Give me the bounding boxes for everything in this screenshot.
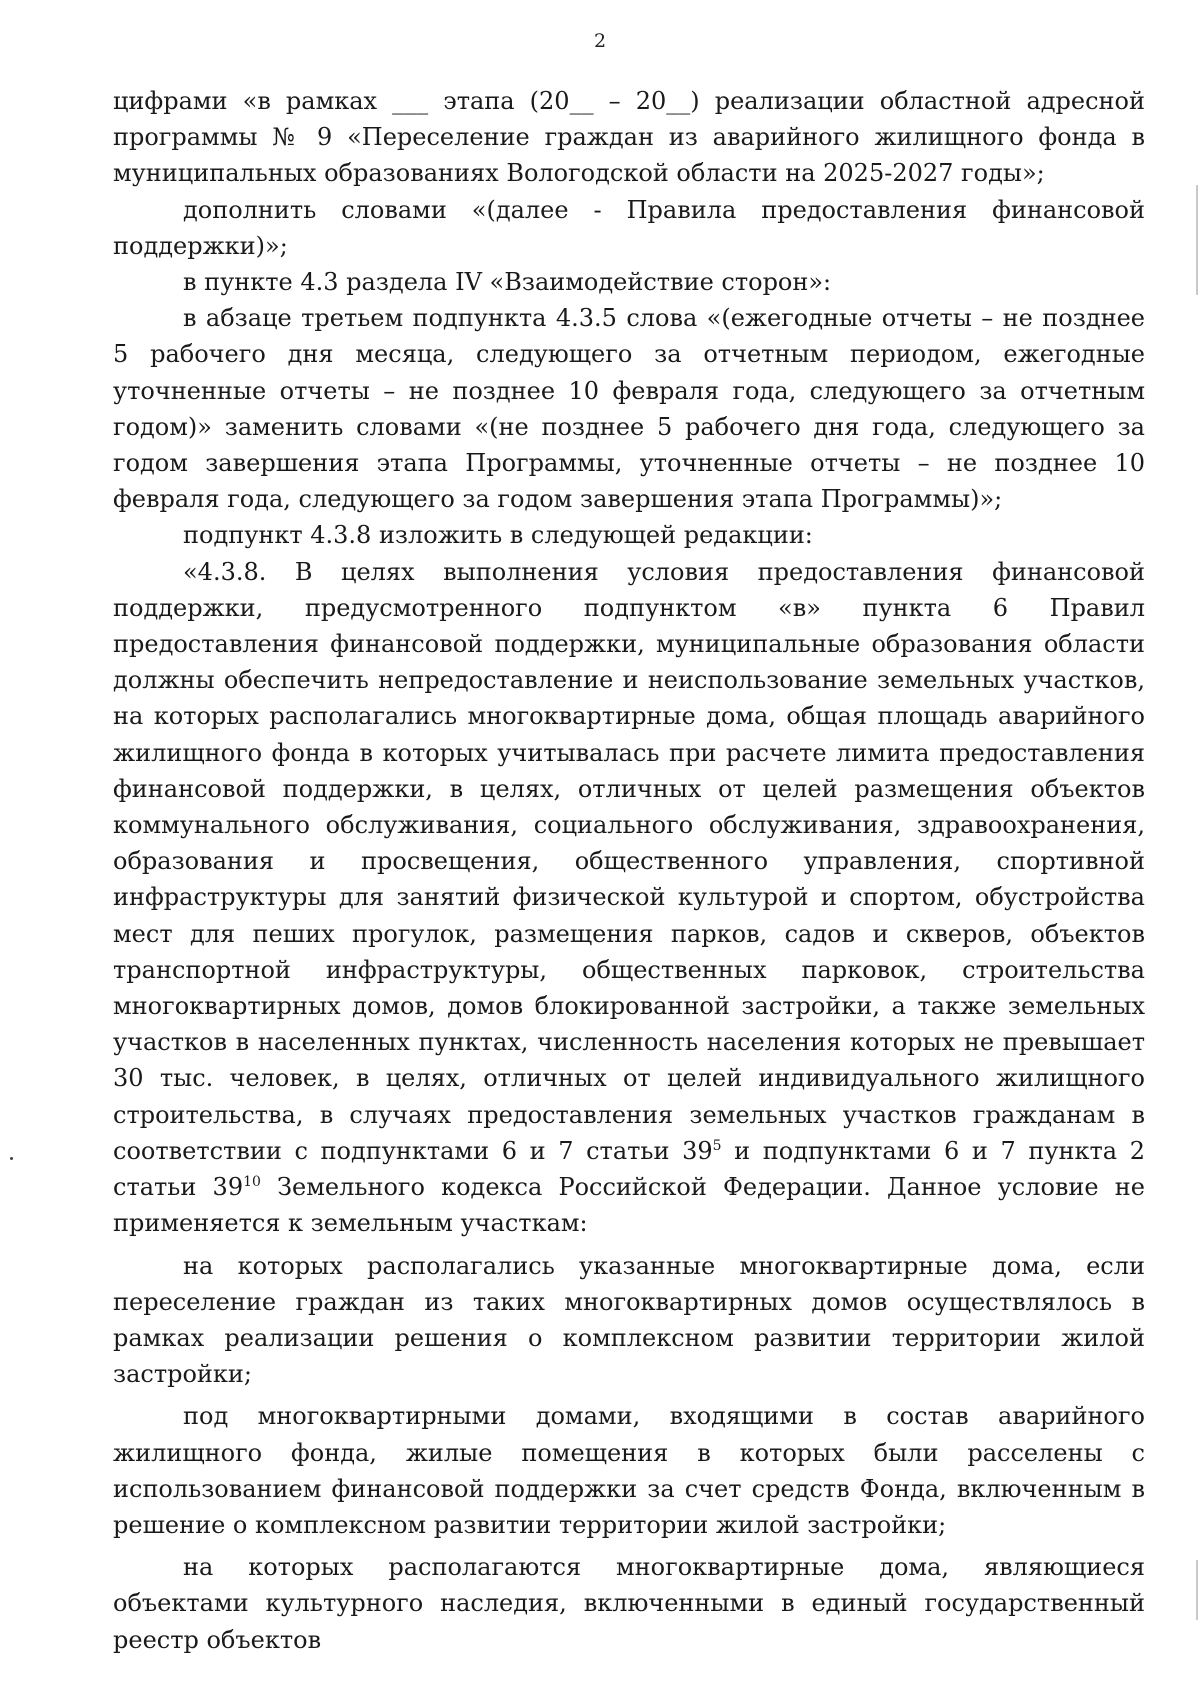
- scan-artifact-right: [1196, 185, 1198, 295]
- scan-dot-left: [10, 1157, 13, 1160]
- paragraph-8: под многоквартирными домами, входящими в состав аварийного жилищного фонда, жилые помещения в которых были расселены с использованием финансовой поддержки за счет средств Фонда, включенным в решение о комплексном развитии территории жилой застройки;: [113, 1402, 1145, 1539]
- paragraph-1: цифрами «в рамках ___ этапа (20__ – 20__) реализации областной адресной программы № 9 «Переселение граждан из аварийного жилищного фонда в муниципальных образованиях Вологодской области на 2025-2027 годы»;: [113, 87, 1145, 188]
- superscript-5: 5: [712, 1137, 722, 1154]
- paragraph-3: в пункте 4.3 раздела IV «Взаимодействие сторон»:: [183, 268, 832, 297]
- superscript-10: 10: [243, 1174, 261, 1191]
- paragraph-9: на которых располагаются многоквартирные дома, являющиеся объектами культурного наследия, включенными в единый государственный реестр объектов: [113, 1553, 1145, 1654]
- scan-artifact-right-lower: [1196, 1560, 1198, 1620]
- page-number: 2: [593, 30, 607, 52]
- paragraph-7: на которых располагались указанные многоквартирные дома, если переселение граждан из таких многоквартирных домов осуществлялось в рамках реализации решения о комплексном развитии территории жилой застройки;: [113, 1251, 1145, 1389]
- paragraph-6: [113, 554, 1145, 1242]
- paragraph-6-text-before: «4.3.8. В целях выполнения условия предоставления финансовой поддержки, предусмотренного подпунктом «в» пункта 6 Правил предоставления финансовой поддержки, муниципальные образования области должны обеспечить непредоставление и неиспользование земельных участков, на которых располагались многоквартирные дома, общая площадь аварийного жилищного фонда в которых учитывалась при расчете лимита предоставления финансовой поддержки, в целях, отличных от целей размещения объектов коммунального обслуживания, социального обслуживания, здравоохранения, образования и просвещения, общественного управления, спортивной инфраструктуры для занятий физической культурой и спортом, обустройства мест для пеших прогулок, размещения парков, садов и скверов, объектов транспортной инфраструктуры, общественных парковок, строительства многоквартирных домов, домов блокированной застройки, а также земельных участков в населенных пунктах, численность населения которых не превышает 30 тыс. человек, в целях, отличных от целей индивидуального жилищного строительства, в случаях предоставления земельных участков гражданам в соответствии с подпунктами 6 и 7 статьи 39: [113, 557, 1145, 1165]
- document-body: [113, 83, 1145, 1658]
- paragraph-2: дополнить словами «(далее - Правила предоставления финансовой поддержки)»;: [113, 195, 1145, 260]
- paragraph-6-text-after: Земельного кодекса Российской Федерации. Данное условие не применяется к земельным участкам:: [113, 1173, 1145, 1238]
- paragraph-4: в абзаце третьем подпункта 4.3.5 слова «(ежегодные отчеты – не позднее 5 рабочего дня месяца, следующего за отчетным периодом, ежегодные уточненные отчеты – не позднее 10 февраля года, следующего за отчетным годом)» заменить словами «(не позднее 5 рабочего дня года, следующего за годом завершения этапа Программы, уточненные отчеты – не позднее 10 февраля года, следующего за годом завершения этапа Программы)»;: [113, 304, 1145, 514]
- paragraph-6-text-middle: и подпунктами 6 и 7 пункта 2 статьи 39: [113, 1136, 1145, 1202]
- paragraph-5: подпункт 4.3.8 изложить в следующей редакции:: [183, 521, 813, 550]
